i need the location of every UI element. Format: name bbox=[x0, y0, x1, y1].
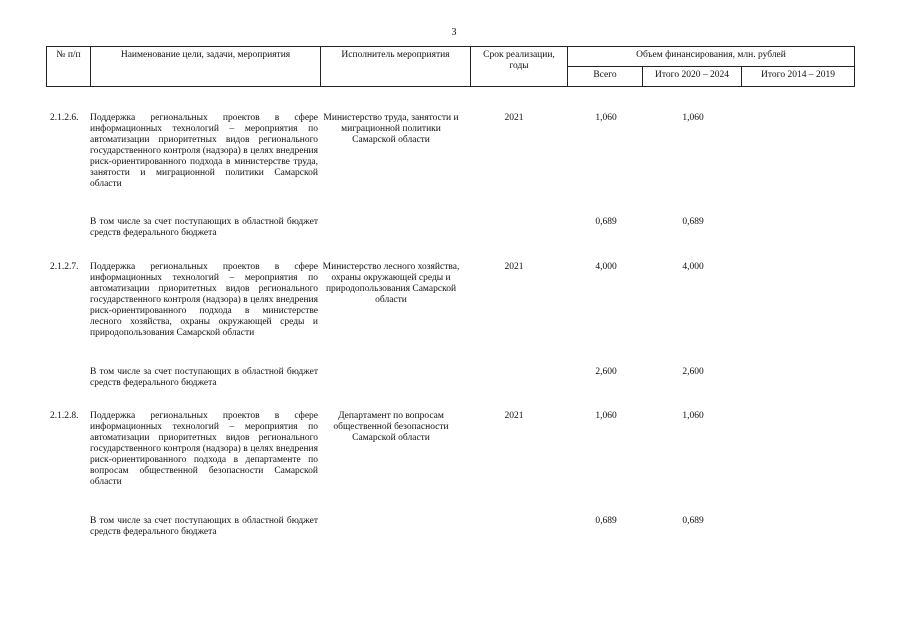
row-total: 1,060 bbox=[595, 411, 617, 421]
header-name: Наименование цели, задачи, мероприятия bbox=[91, 47, 321, 87]
subrow-name: В том числе за счет поступающих в областной бюджет средств федерального бюджета bbox=[90, 516, 318, 537]
row-year: 2021 bbox=[504, 262, 524, 272]
header-total: Всего bbox=[568, 67, 643, 87]
subrow-total-2020-2024: 2,600 bbox=[682, 367, 704, 377]
header-num: № п/п bbox=[47, 47, 91, 87]
row-total-2020-2024: 1,060 bbox=[682, 411, 704, 421]
header-2020-2024: Итого 2020 – 2024 bbox=[643, 67, 742, 87]
subrow-name: В том числе за счет поступающих в областной бюджет средств федерального бюджета bbox=[90, 217, 318, 238]
subrow-total: 0,689 bbox=[595, 516, 617, 526]
row-total-2020-2024: 1,060 bbox=[682, 113, 704, 123]
row-executor: Министерство труда, занятости и миграционной политики Самарской области bbox=[323, 113, 459, 145]
subrow-total: 0,689 bbox=[595, 217, 617, 227]
row-total-2020-2024: 4,000 bbox=[682, 262, 704, 272]
row-executor: Департамент по вопросам общественной безопасности Самарской области bbox=[333, 411, 449, 443]
row-total: 1,060 bbox=[595, 113, 617, 123]
header-executor: Исполнитель мероприятия bbox=[321, 47, 471, 87]
subrow-total: 2,600 bbox=[595, 367, 617, 377]
row-year: 2021 bbox=[504, 411, 524, 421]
row-number: 2.1.2.7. bbox=[50, 262, 79, 272]
subrow-total-2020-2024: 0,689 bbox=[682, 516, 704, 526]
table-header bbox=[46, 46, 855, 87]
row-year: 2021 bbox=[504, 113, 524, 123]
row-name: Поддержка региональных проектов в сфере информационных технологий – мероприятия по автоматизации приоритетных видов регионального государственного контроля (надзора) в целях внедрения риск-ориентированного подхода в министерстве лесного хозяйства, охраны окружающей среды и природопользования Самарской области bbox=[90, 262, 318, 338]
header-2014-2019: Итого 2014 – 2019 bbox=[742, 67, 855, 87]
header-term: Срок реализации, годы bbox=[471, 47, 568, 87]
page-number: 3 bbox=[451, 27, 457, 38]
row-name: Поддержка региональных проектов в сфере информационных технологий – мероприятия по автоматизации приоритетных видов регионального государственного контроля (надзора) в целях внедрения риск-ориентированного подхода в департаменте по вопросам общественной безопасности Самарской области bbox=[90, 411, 318, 487]
row-number: 2.1.2.8. bbox=[50, 411, 79, 421]
header-financing: Объем финансирования, млн. рублей bbox=[568, 47, 855, 67]
subrow-name: В том числе за счет поступающих в областной бюджет средств федерального бюджета bbox=[90, 367, 318, 388]
subrow-total-2020-2024: 0,689 bbox=[682, 217, 704, 227]
row-name: Поддержка региональных проектов в сфере информационных технологий – мероприятия по автоматизации приоритетных видов регионального государственного контроля (надзора) в целях внедрения риск-ориентированного подхода в министерстве труда, занятости и миграционной политики Самарской области bbox=[90, 113, 318, 189]
row-total: 4,000 bbox=[595, 262, 617, 272]
row-number: 2.1.2.6. bbox=[50, 113, 79, 123]
row-executor: Министерство лесного хозяйства, охраны окружающей среды и природопользования Самарской области bbox=[322, 262, 460, 305]
